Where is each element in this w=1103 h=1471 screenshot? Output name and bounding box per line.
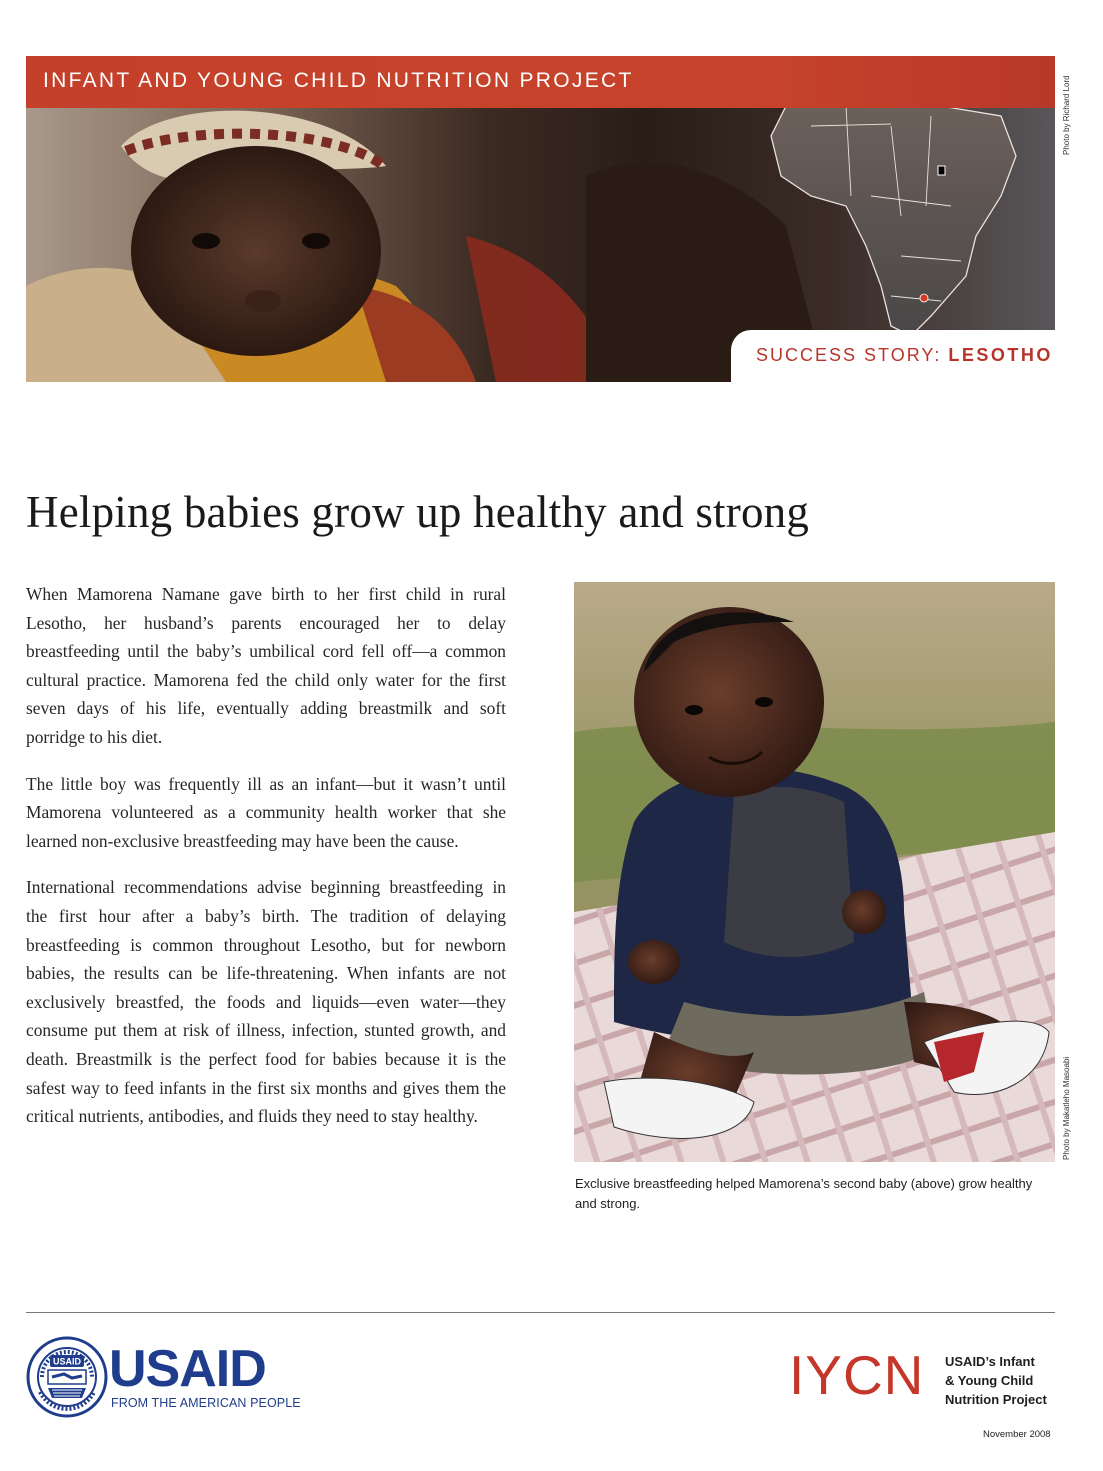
africa-map bbox=[771, 86, 1016, 336]
success-story-label bbox=[756, 345, 1053, 366]
country-name: LESOTHO bbox=[948, 345, 1053, 365]
header-banner bbox=[26, 56, 1055, 382]
project-title-bar bbox=[26, 56, 1055, 108]
body-paragraph: When Mamorena Namane gave birth to her first child in rural Lesotho, her husband’s parents encouraged her to delay breastfeeding until the baby’s umbilical cord fell off—a common cultural practice. Mamorena fed the child only water for the first seven days of his life, eventually adding breastmilk and soft porridge to his diet. bbox=[26, 584, 506, 747]
header-photo-credit: Photo by Richard Lord bbox=[1062, 75, 1071, 155]
baby-photo bbox=[574, 582, 1055, 1162]
usaid-seal-text: USAID bbox=[52, 1356, 82, 1367]
body-paragraph: The little boy was frequently ill as an infant—but it wasn’t until Mamorena volunteered as a community health worker that she learned non-exclusive breastfeeding may have been the cause. bbox=[26, 773, 506, 851]
usaid-wordmark: USAID bbox=[109, 1340, 266, 1398]
body-text-column bbox=[26, 580, 506, 1149]
page-headline: Helping babies grow up healthy and strong bbox=[26, 487, 810, 537]
publication-date: November 2008 bbox=[983, 1429, 1051, 1440]
project-title: INFANT AND YOUNG CHILD NUTRITION PROJECT bbox=[43, 69, 634, 92]
iycn-description bbox=[945, 1352, 1047, 1409]
success-story-prefix: SUCCESS STORY: bbox=[756, 345, 942, 365]
usaid-seal-icon bbox=[26, 1336, 108, 1418]
iycn-description-line: USAID’s Infant bbox=[945, 1354, 1035, 1369]
footer-divider bbox=[26, 1312, 1055, 1313]
iycn-description-line: & Young Child bbox=[945, 1373, 1034, 1388]
success-story-tab bbox=[731, 330, 1055, 382]
body-paragraph: International recommendations advise beginning breastfeeding in the first hour after a baby’s birth. The tradition of delaying breastfeeding is common throughout Lesotho, but for newborn babies, the results can be life-threatening. When infants are not exclusively breastfed, the foods and liquids—even water—they consume put them at risk of illness, infection, stunted growth, and death. Breastmilk is the perfect food for babies because it is the safest way to feed infants in the first six months and gives them the critical nutrients, antibodies, and fluids they need to stay healthy. bbox=[26, 877, 506, 1127]
baby-photo-credit: Photo by Makatleho Masoabi bbox=[1062, 1056, 1071, 1160]
iycn-description-line: Nutrition Project bbox=[945, 1392, 1047, 1407]
photo-caption: Exclusive breastfeeding helped Mamorena’s second baby (above) grow healthy and strong. bbox=[575, 1176, 1033, 1211]
usaid-tagline: FROM THE AMERICAN PEOPLE bbox=[111, 1396, 301, 1410]
iycn-wordmark: IYCN bbox=[789, 1344, 925, 1406]
baby-photo-image bbox=[574, 582, 1055, 1162]
